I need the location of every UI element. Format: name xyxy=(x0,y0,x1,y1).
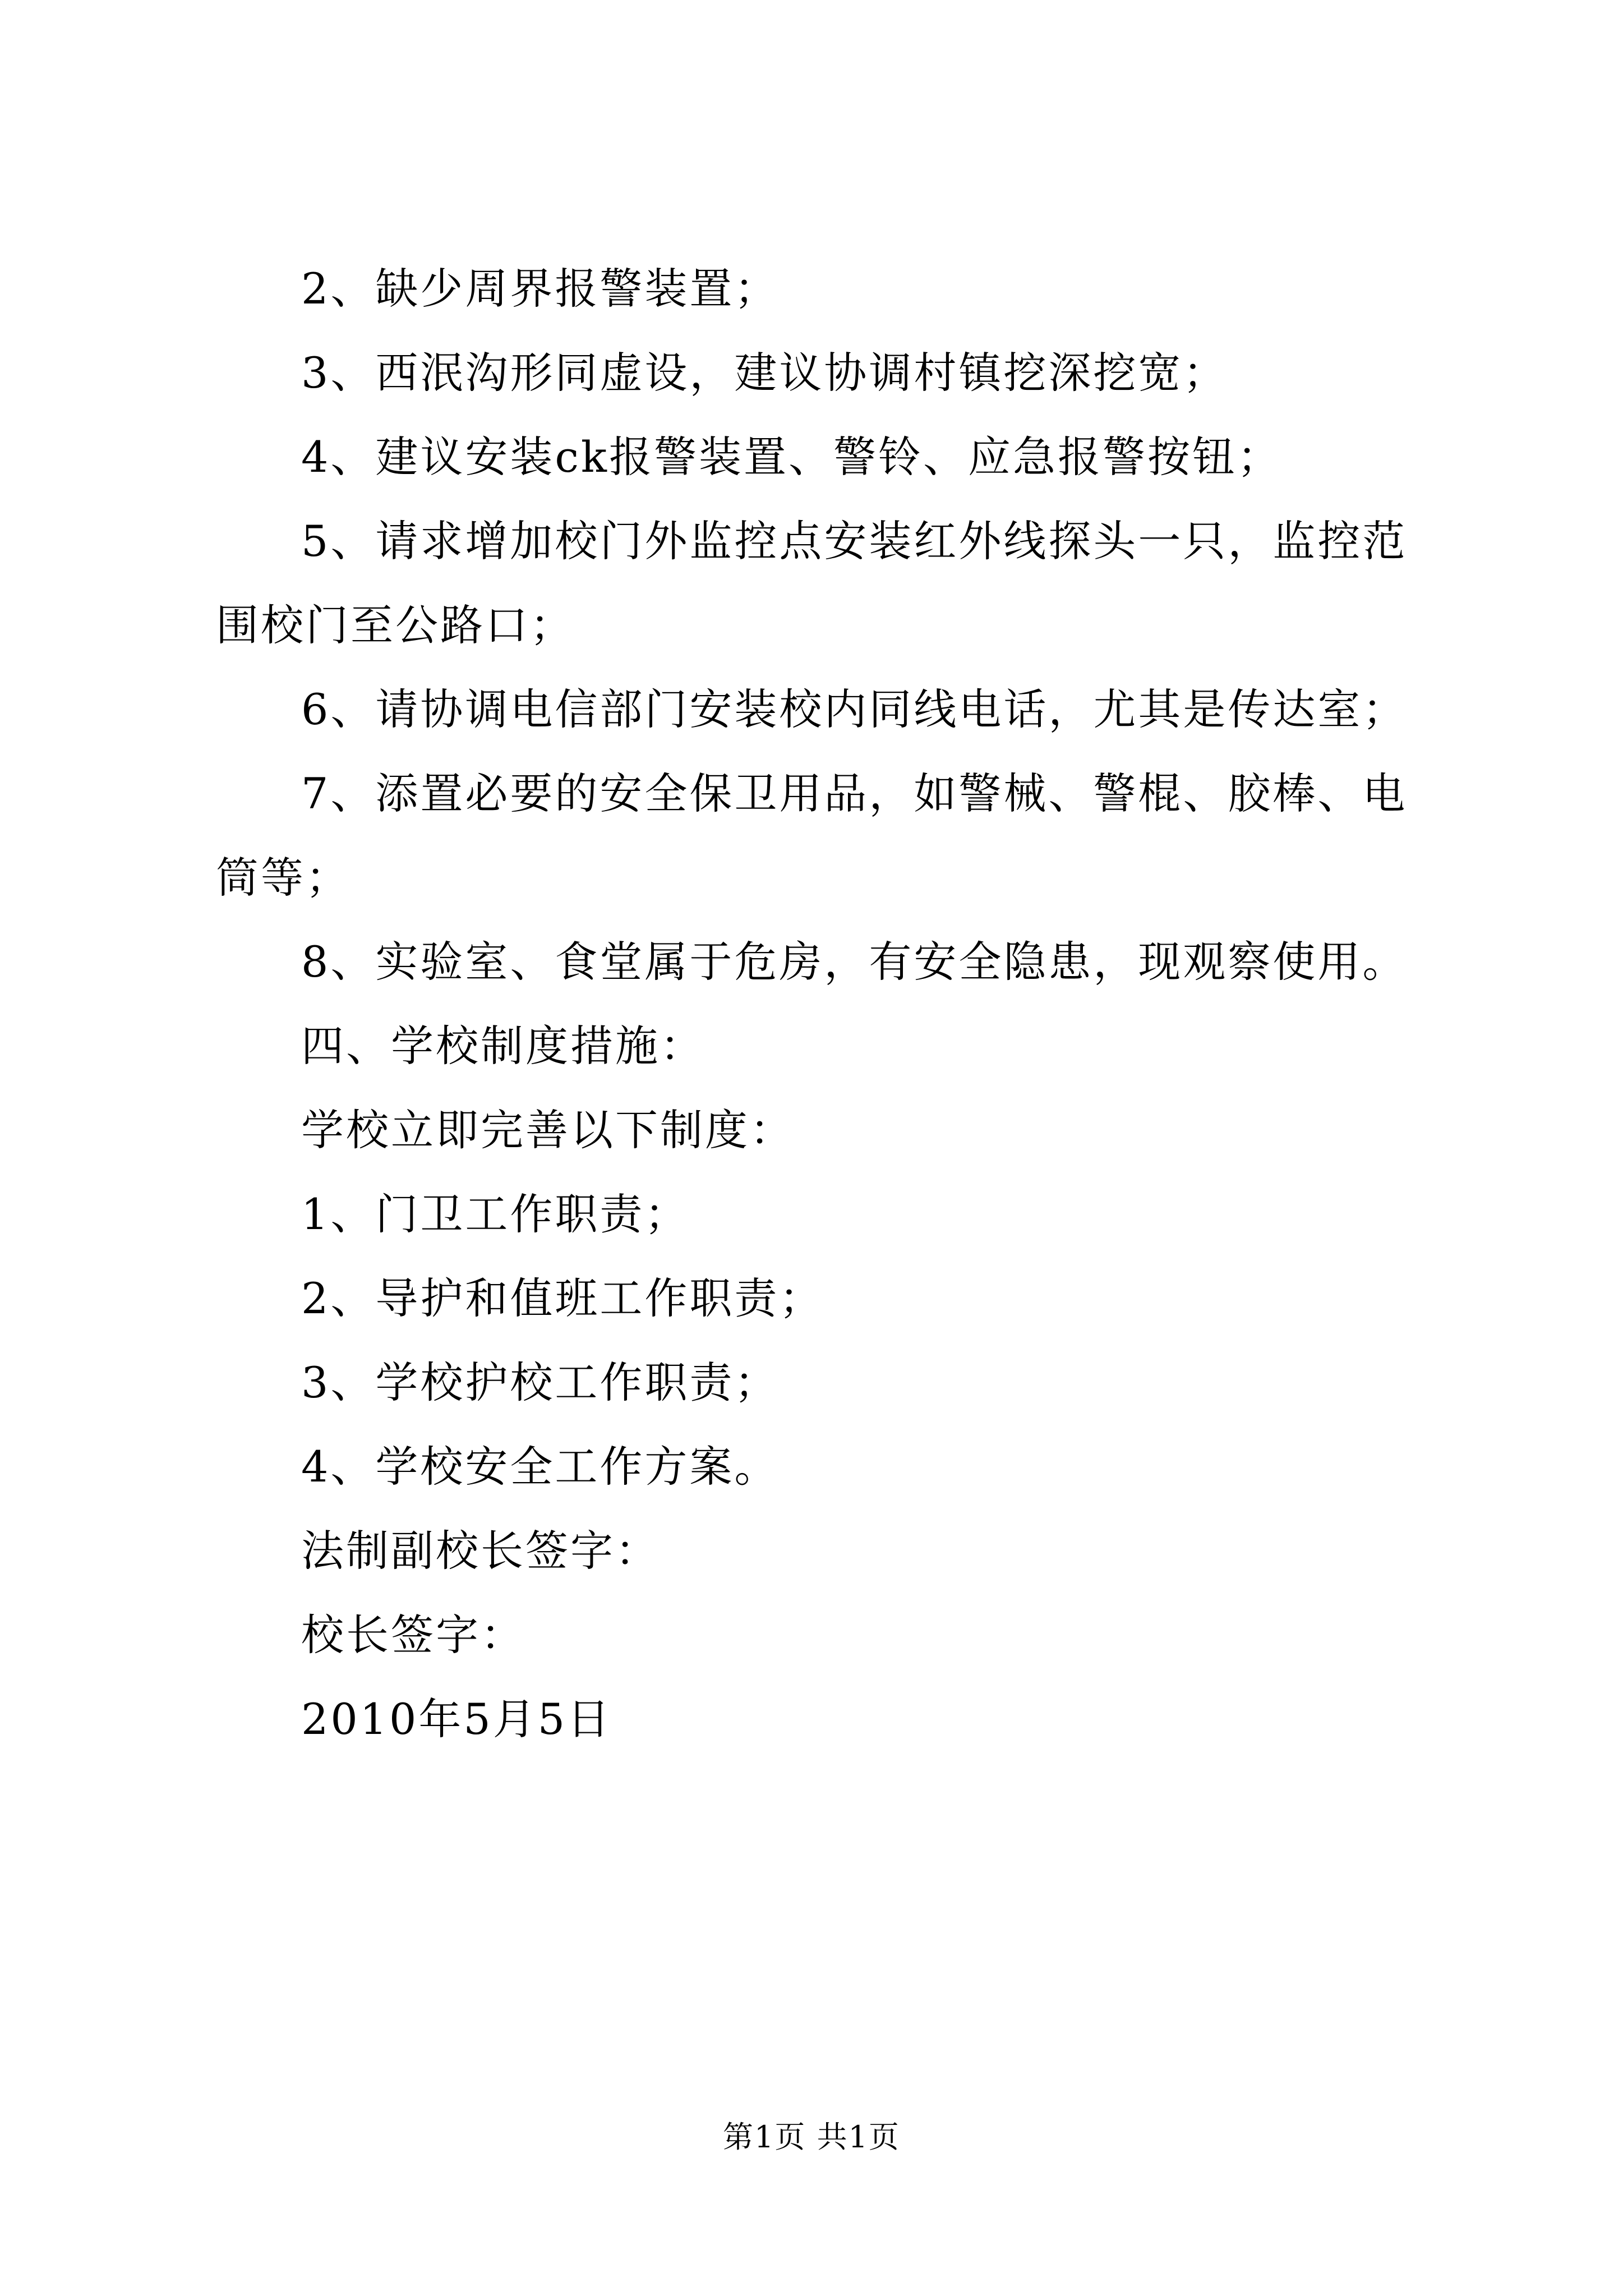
paragraph: 5、请求增加校门外监控点安装红外线探头一只，监控范围校门至公路口； xyxy=(216,516,1408,650)
paragraph: 1、门卫工作职责； xyxy=(301,1189,690,1239)
paragraph: 学校立即完善以下制度： xyxy=(301,1105,795,1155)
paragraph: 7、添置必要的安全保卫用品，如警械、警棍、胶棒、电筒等； xyxy=(216,769,1408,903)
paragraph: 3、学校护校工作职责； xyxy=(301,1358,780,1407)
document-body xyxy=(216,247,1424,1761)
paragraph: 2、导护和值班工作职责； xyxy=(301,1273,824,1323)
paragraph: 3、西泯沟形同虚设，建议协调村镇挖深挖宽； xyxy=(301,348,1228,398)
paragraph: 2、缺少周界报警装置； xyxy=(301,264,780,314)
page-footer: 第1页 共1页 xyxy=(723,2119,900,2155)
paragraph: 4、建议安装ck报警装置、警铃、应急报警按钮； xyxy=(301,432,1282,482)
paragraph: 8、实验室、食堂属于危房，有安全隐患，现观察使用。 xyxy=(301,937,1408,987)
vice-principal-signature-line: 法制副校长签字： xyxy=(301,1526,660,1576)
paragraph: 4、学校安全工作方案。 xyxy=(301,1442,780,1492)
section-heading: 四、学校制度措施： xyxy=(301,1021,705,1071)
principal-signature-line: 校长签字： xyxy=(301,1610,525,1660)
paragraph: 6、请协调电信部门安装校内同线电话，尤其是传达室； xyxy=(301,684,1408,734)
document-date: 2010年5月5日 xyxy=(301,1694,612,1744)
